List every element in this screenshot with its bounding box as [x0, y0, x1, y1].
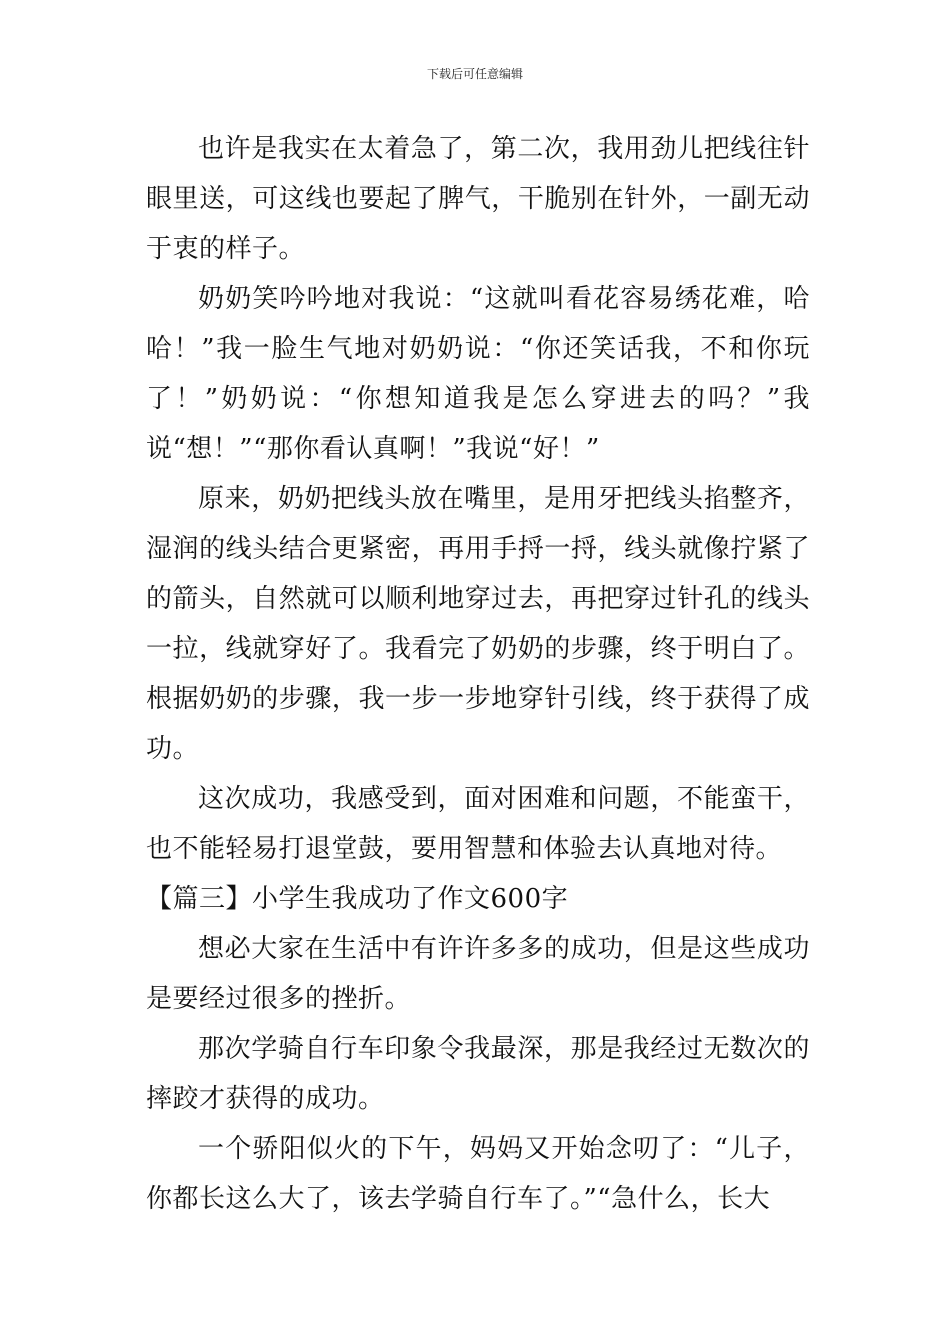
paragraph: 奶奶笑吟吟地对我说：“这就叫看花容易绣花难，哈哈！”我一脸生气地对奶奶说：“你还笑话我，不和你玩了！”奶奶说：“你想知道我是怎么穿进去的吗？”我说“想！”“那你看认真啊！”我说“好！”	[146, 284, 810, 464]
paragraph: 那次学骑自行车印象令我最深，那是我经过无数次的摔跤才获得的成功。	[146, 1034, 810, 1114]
paragraph: 这次成功，我感受到，面对困难和问题，不能蛮干，也不能轻易打退堂鼓，要用智慧和体验去认真地对待。	[146, 784, 810, 864]
section-title: 【篇三】小学生我成功了作文600字	[146, 884, 569, 914]
page-header-note: 下载后可任意编辑	[426, 67, 523, 81]
document-body	[146, 124, 810, 1224]
paragraph: 想必大家在生活中有许许多多的成功，但是这些成功是要经过很多的挫折。	[146, 934, 810, 1014]
paragraph: 原来，奶奶把线头放在嘴里，是用牙把线头掐整齐，湿润的线头结合更紧密，再用手捋一捋，线头就像拧紧了的箭头，自然就可以顺利地穿过去，再把穿过针孔的线头一拉，线就穿好了。我看完了奶奶的步骤，终于明白了。根据奶奶的步骤，我一步一步地穿针引线，终于获得了成功。	[146, 484, 810, 764]
paragraph: 一个骄阳似火的下午，妈妈又开始念叨了：“儿子，你都长这么大了，该去学骑自行车了。”“急什么，长大	[146, 1134, 810, 1214]
paragraph: 也许是我实在太着急了，第二次，我用劲儿把线往针眼里送，可这线也要起了脾气，干脆别在针外，一副无动于衷的样子。	[146, 134, 810, 264]
